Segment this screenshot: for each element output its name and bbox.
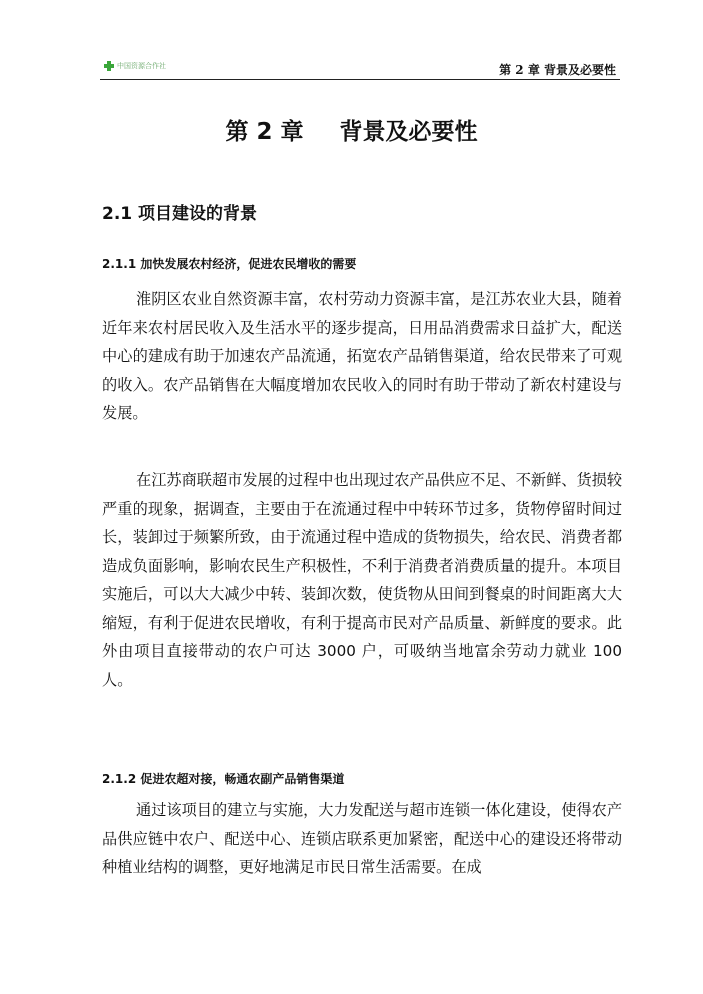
paragraph: 在江苏商联超市发展的过程中也出现过农产品供应不足、不新鲜、货损较严重的现象，据调查，主要由于在流通过程中中转环节过多，货物停留时间过长，装卸过于频繁所致，由于流通过程中造成的货物损失，给农民、消费者都造成负面影响，影响农民生产积极性，不利于消费者消费质量的提升。本项目实施后，可以大大减少中转、装卸次数，使货物从田间到餐桌的时间距离大大缩短，有利于促进农民增收，有利于提高市民对产品质量、新鲜度的要求。此外由项目直接带动的农户可达 3000 户，可吸纳当地富余劳动力就业 100 人。 (102, 471, 622, 689)
page-header (100, 57, 620, 80)
cross-logo-icon (104, 61, 114, 71)
chapter-number: 第 2 章 (225, 119, 304, 145)
paragraph: 淮阴区农业自然资源丰富，农村劳动力资源丰富，是江苏农业大县，随着近年来农村居民收入及生活水平的逐步提高，日用品消费需求日益扩大，配送中心的建成有助于加速农产品流通，拓宽农产品销售渠道，给农民带来了可观的收入。农产品销售在大幅度增加农民收入的同时有助于带动了新农村建设与发展。 (102, 290, 622, 422)
chapter-title (0, 113, 703, 146)
section-heading-2-1: 2.1 项目建设的背景 (102, 204, 258, 224)
chapter-name: 背景及必要性 (339, 119, 478, 145)
subsection-heading-2-1-1: 2.1.1 加快发展农村经济，促进农民增收的需要 (102, 257, 357, 271)
publisher-logo (104, 61, 166, 71)
running-title: 第 2 章 背景及必要性 (499, 63, 616, 77)
subsection-heading-2-1-2: 2.1.2 促进农超对接，畅通农副产品销售渠道 (102, 772, 345, 786)
paragraph: 通过该项目的建立与实施，大力发配送与超市连锁一体化建设，使得农产品供应链中农户、配送中心、连锁店联系更加紧密，配送中心的建设还将带动种植业结构的调整，更好地满足市民日常生活需要。在成 (102, 801, 622, 876)
logo-text: 中国资源合作社 (117, 62, 166, 70)
